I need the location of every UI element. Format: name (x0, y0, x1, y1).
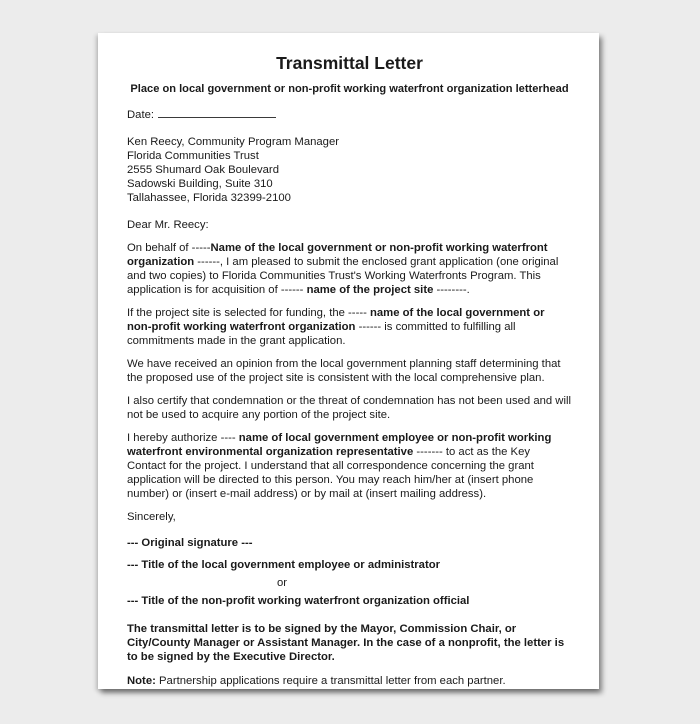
text-run: I also certify that condemnation or the threat of condemnation has not been used and will not be used to acquire any portion of the project site. (127, 395, 571, 421)
letter-paragraph-3 (127, 357, 572, 385)
signature-title-government: --- Title of the local government employee or administrator (127, 559, 441, 571)
text-run: ------- to act as the Key Contact for the project. I understand that all correspondence concerning the grant application will be directed to this person. You may reach him/her at (insert phone number) or (insert e-mail address) or by mail at (insert mailing address). (127, 446, 534, 500)
text-run: Name of the local government or non-profit working waterfront organization (127, 242, 548, 268)
text-run: ------ is committed to fulfilling all commitments made in the grant application. (127, 321, 516, 347)
text-run: The transmittal letter is to be signed by the Mayor, Commission Chair, or City/County Manager or Assistant Manager. In the case of a nonprofit, the letter is to be signed by the Executive Director. (127, 623, 565, 663)
closing-salutation: Sincerely, (127, 511, 176, 523)
partnership-note (127, 674, 572, 688)
recipient-organization: Florida Communities Trust (127, 150, 259, 162)
text-run: Partnership applications require a transmittal letter from each partner. (155, 675, 506, 687)
date-label: Date: (127, 109, 155, 121)
text-run: I hereby authorize ---- (127, 432, 239, 444)
signature-placeholder: --- Original signature --- (127, 537, 253, 549)
text-run: If the project site is selected for funding, the ----- (127, 307, 370, 319)
date-blank-line (158, 106, 276, 118)
recipient-address-block (127, 135, 572, 205)
signature-or-separator: or (277, 577, 288, 589)
letter-paragraph-2 (127, 306, 572, 348)
letter-paragraph-4 (127, 394, 572, 422)
salutation: Dear Mr. Reecy: (127, 219, 209, 231)
text-run: name of the local government or non-profit working waterfront organization (127, 307, 545, 333)
date-line (127, 106, 572, 122)
signature-title-nonprofit: --- Title of the non-profit working waterfront organization official (127, 595, 470, 607)
document-title: Transmittal Letter (276, 53, 423, 73)
letterhead-instruction: Place on local government or non-profit working waterfront organization letterhead (130, 83, 569, 95)
text-run: Note: (127, 675, 156, 687)
text-run: name of the project site (306, 284, 434, 296)
text-run: name of local government employee or non-profit working waterfront environmental organization representative (127, 432, 552, 458)
text-run: --------. (433, 284, 470, 296)
letter-paragraph-5 (127, 431, 572, 501)
letter-paragraph-1 (127, 241, 572, 297)
recipient-name-title: Ken Reecy, Community Program Manager (127, 136, 340, 148)
recipient-city-state-zip: Tallahassee, Florida 32399-2100 (127, 192, 291, 204)
text-run: On behalf of ----- (127, 242, 211, 254)
recipient-suite: Sadowski Building, Suite 310 (127, 178, 273, 190)
text-run: ------, I am pleased to submit the enclosed grant application (one original and two copies) to Florida Communities Trust's Working Waterfronts Program. This application is for acquisition of ------ (127, 256, 559, 296)
text-run: We have received an opinion from the local government planning staff determining that the proposed use of the project site is consistent with the local comprehensive plan. (127, 358, 561, 384)
signature-block (127, 536, 572, 608)
recipient-street: 2555 Shumard Oak Boulevard (127, 164, 279, 176)
signing-instructions (127, 622, 572, 664)
letter-page (98, 33, 599, 689)
